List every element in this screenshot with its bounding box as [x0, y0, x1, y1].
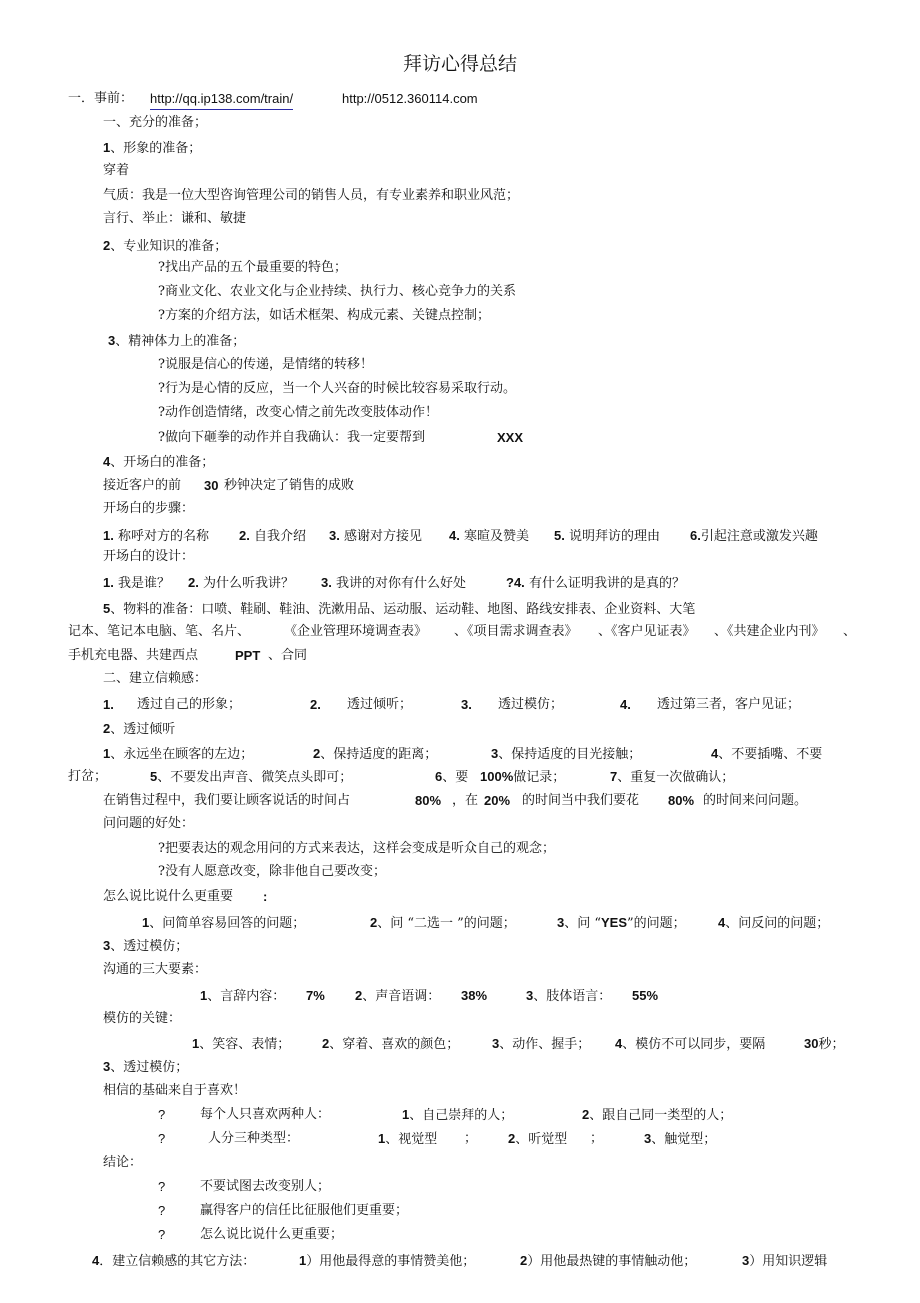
listen-rules-2: 打岔； 5、不要发出声音、微笑点头即可； 6、要 100%做记录； 7、重复一次做确认； — [68, 769, 735, 785]
list-item: ?方案的介绍方法，如话术框架、构成元素、关键点控制； — [158, 308, 490, 323]
benefit-label: 问问题的好处： — [103, 816, 195, 831]
list-item: ?做向下砸拳的动作并自我确认：我一定要帮到 XXX — [158, 430, 524, 445]
conclusion-label: 结论： — [103, 1155, 143, 1170]
list-item: ? 赢得客户的信任比征服他们更重要； — [158, 1203, 409, 1218]
list-item: ?找出产品的五个最重要的特色； — [158, 260, 347, 275]
list-item: 言行、举止：谦和、敏捷 — [103, 211, 247, 226]
list-item: 穿着 — [103, 163, 130, 178]
train-link[interactable]: http://qq.ip138.com/train/ — [150, 90, 293, 110]
list-item: ?说服是信心的传递，是情绪的转移！ — [158, 357, 373, 372]
materials-line-1: 5、物料的准备：口喷、鞋刷、鞋油、洗漱用品、运动服、运动鞋、地图、路线安排表、企业资料、大笔 — [103, 601, 696, 617]
list-item: ?行为是心情的反应，当一个人兴奋的时候比较容易采取行动。 — [158, 381, 516, 396]
question-types: 1、问简单容易回答的问题； 2、问 “二选一 ”的问题； 3、问 “YES”的问题； 4、问反问的问题； — [142, 915, 830, 931]
trust-ways: 1. 透过自己的形象； 2. 透过倾听； 3. 透过模仿； 4. 透过第三者，客户见证； — [103, 697, 801, 712]
mimic2-heading: 3、透过模仿； — [103, 1059, 189, 1075]
directory-link[interactable]: http://0512.360114.com — [342, 91, 478, 106]
how-label: 怎么说比说什么更重要 : — [103, 889, 268, 904]
materials-line-3: 手机充电器、共建西点 PPT 、合同 — [68, 648, 308, 663]
mimic-heading: 3、透过模仿； — [103, 938, 189, 954]
list-item: ?把要表达的观念用问的方式来表达，这样会变成是听众自己的观念； — [158, 841, 555, 856]
materials-line-2: 记本、笔记本电脑、笔、名片、 《企业管理环境调查表》 、《项目需求调查表》 、《客户见证表》 、《共建企业内刊》 、 — [68, 624, 857, 639]
elements-label: 沟通的三大要素： — [103, 962, 208, 977]
section-before-visit — [68, 90, 568, 108]
list-item: ?商业文化、农业文化与企业持续、执行力、核心竞争力的关系 — [158, 284, 516, 299]
other-methods: 4．建立信赖感的其它方法： 1）用他最得意的事情赞美他； 2）用他最热键的事情触动他； 3）用知识逻辑 — [92, 1253, 828, 1269]
list-item: ? 怎么说比说什么更重要； — [158, 1227, 344, 1242]
trust-heading: 二、建立信赖感： — [103, 671, 208, 686]
knowledge-prep-heading: 2、专业知识的准备； — [103, 238, 228, 254]
communication-elements: 1、言辞内容： 7% 2、声音语调： 38% 3、肢体语言： 55% — [200, 988, 659, 1004]
steps-label: 开场白的步骤： — [103, 501, 195, 516]
list-item: ? 不要试图去改变别人； — [158, 1179, 331, 1194]
keys-label: 模仿的关键： — [103, 1011, 182, 1026]
listen-rules-1: 1、永远坐在顾客的左边； 2、保持适度的距离； 3、保持适度的目光接触； 4、不要插嘴、不要 — [103, 746, 823, 762]
opening-steps: 1. 称呼对方的名称 2. 自我介绍 3. 感谢对方接见 4. 寒暄及赞美 5. 说明拜访的理由 6.引起注意或激发兴趣 — [103, 528, 818, 544]
listen-ratio: 在销售过程中，我们要让顾客说话的时间占 80% ，在 20% 的时间当中我们要花 80% 的时间来问问题。 — [103, 793, 808, 808]
opening-design: 1. 我是谁？ 2. 为什么听我讲？ 3. 我讲的对你有什么好处 ?4. 有什么证明我讲的是真的？ — [103, 575, 685, 591]
basis-line: 相信的基础来自于喜欢！ — [103, 1083, 247, 1098]
list-item: ?没有人愿意改变，除非他自己要改变； — [158, 864, 386, 879]
mimic-keys: 1、笑容、表情； 2、穿着、喜欢的颜色； 3、动作、握手； 4、模仿不可以同步，要隔 30秒； — [192, 1036, 845, 1052]
design-label: 开场白的设计： — [103, 549, 195, 564]
types-row: ? 人分三种类型： 1、视觉型 ； 2、听觉型 ； 3、触觉型； — [158, 1131, 717, 1147]
list-item: ?动作创造情绪，改变心情之前先改变肢体动作！ — [158, 405, 438, 420]
list-item: 气质：我是一位大型咨询管理公司的销售人员，有专业素养和职业风范； — [103, 188, 520, 203]
prep-heading: 一、充分的准备； — [103, 115, 208, 130]
section-label: 一．事前： — [68, 91, 134, 106]
text-line: 接近客户的前 30 秒钟决定了销售的成败 — [103, 478, 355, 493]
spirit-prep-heading: 3、精神体力上的准备； — [108, 333, 246, 349]
opening-prep-heading: 4、开场白的准备； — [103, 454, 215, 470]
page-title: 拜访心得总结 — [402, 53, 517, 75]
image-prep-heading: 1、形象的准备； — [103, 140, 202, 156]
listen-heading: 2、透过倾听 — [103, 721, 176, 737]
likes-row: ? 每个人只喜欢两种人： 1、自己崇拜的人； 2、跟自己同一类型的人； — [158, 1107, 733, 1123]
